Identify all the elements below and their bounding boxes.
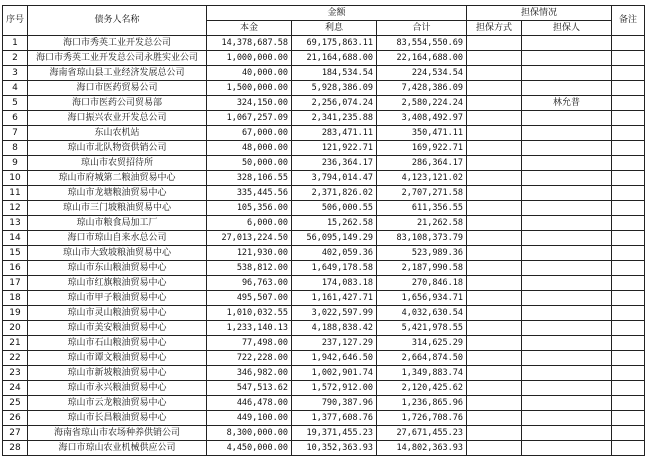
remarks-cell [612,396,645,411]
remarks-cell [612,321,645,336]
guarantor-name [522,441,612,456]
guarantee-method [467,51,522,66]
remarks-cell [612,246,645,261]
row-index: 5 [3,96,28,111]
guarantor-name [522,261,612,276]
row-index: 23 [3,366,28,381]
remarks-cell [612,111,645,126]
debtor-name: 海口振兴农业开发总公司 [28,111,207,126]
interest-amount: 21,164,688.00 [292,51,377,66]
interest-amount: 5,928,386.09 [292,81,377,96]
guarantor-name [522,381,612,396]
guarantee-method [467,141,522,156]
row-index: 7 [3,126,28,141]
table-row [3,261,645,276]
debtor-name: 海南省琼山县工业经济发展总公司 [28,66,207,81]
total-amount: 4,123,121.02 [377,171,467,186]
row-index: 17 [3,276,28,291]
table-row [3,366,645,381]
interest-amount: 69,175,863.11 [292,36,377,51]
guarantor-name [522,246,612,261]
row-index: 6 [3,111,28,126]
remarks-cell [612,171,645,186]
row-index: 18 [3,291,28,306]
total-amount: 224,534.54 [377,66,467,81]
interest-amount: 56,095,149.29 [292,231,377,246]
interest-amount: 184,534.54 [292,66,377,81]
principal-amount: 77,498.00 [207,336,292,351]
row-index: 4 [3,81,28,96]
header-interest: 利息 [292,21,377,36]
principal-amount: 449,100.00 [207,411,292,426]
interest-amount: 3,022,597.99 [292,306,377,321]
interest-amount: 237,127.29 [292,336,377,351]
interest-amount: 174,083.18 [292,276,377,291]
remarks-cell [612,276,645,291]
principal-amount: 324,150.00 [207,96,292,111]
table-row [3,441,645,456]
guarantee-method [467,306,522,321]
interest-amount: 121,922.71 [292,141,377,156]
remarks-cell [612,231,645,246]
row-index: 8 [3,141,28,156]
debtor-name: 海口市医药贸易公司 [28,81,207,96]
principal-amount: 8,300,000.00 [207,426,292,441]
guarantee-method [467,366,522,381]
guarantor-name [522,321,612,336]
header-guarantor: 担保人 [522,21,612,36]
remarks-cell [612,426,645,441]
table-row [3,216,645,231]
interest-amount: 506,000.55 [292,201,377,216]
interest-amount: 236,364.17 [292,156,377,171]
guarantor-name [522,201,612,216]
guarantee-method [467,36,522,51]
principal-amount: 335,445.56 [207,186,292,201]
debtor-name: 琼山市府城第二粮油贸易中心 [28,171,207,186]
guarantee-method [467,261,522,276]
table-row [3,426,645,441]
debtor-name: 琼山市云龙粮油贸易中心 [28,396,207,411]
table-row [3,306,645,321]
total-amount: 2,664,874.50 [377,351,467,366]
guarantor-name [522,216,612,231]
principal-amount: 1,233,140.13 [207,321,292,336]
guarantee-method [467,396,522,411]
row-index: 19 [3,306,28,321]
principal-amount: 6,000.00 [207,216,292,231]
table-row [3,186,645,201]
principal-amount: 121,930.00 [207,246,292,261]
principal-amount: 1,000,000.00 [207,51,292,66]
table-row [3,51,645,66]
debtor-name: 琼山市粮食局加工厂 [28,216,207,231]
guarantee-method [467,381,522,396]
principal-amount: 14,378,687.58 [207,36,292,51]
header-remarks: 备注 [612,6,645,36]
row-index: 10 [3,171,28,186]
remarks-cell [612,411,645,426]
header-debtor: 债务人名称 [28,6,207,36]
total-amount: 350,471.11 [377,126,467,141]
guarantor-name: 林允普 [522,96,612,111]
row-index: 22 [3,351,28,366]
guarantor-name [522,336,612,351]
guarantor-name [522,126,612,141]
principal-amount: 547,513.62 [207,381,292,396]
total-amount: 270,846.18 [377,276,467,291]
guarantee-method [467,171,522,186]
row-index: 1 [3,36,28,51]
principal-amount: 67,000.00 [207,126,292,141]
guarantee-method [467,426,522,441]
guarantor-name [522,366,612,381]
header-guarantee-group: 担保情况 [467,6,612,21]
remarks-cell [612,366,645,381]
row-index: 2 [3,51,28,66]
principal-amount: 4,450,000.00 [207,441,292,456]
guarantee-method [467,201,522,216]
total-amount: 611,356.55 [377,201,467,216]
guarantee-method [467,156,522,171]
remarks-cell [612,291,645,306]
row-index: 26 [3,411,28,426]
guarantee-method [467,351,522,366]
interest-amount: 2,341,235.88 [292,111,377,126]
header-amount-group: 金额 [207,6,467,21]
debtor-name: 琼山市永兴粮油贸易中心 [28,381,207,396]
guarantor-name [522,66,612,81]
row-index: 12 [3,201,28,216]
remarks-cell [612,306,645,321]
row-index: 16 [3,261,28,276]
guarantor-name [522,351,612,366]
principal-amount: 346,982.00 [207,366,292,381]
table-row [3,291,645,306]
debtor-name: 琼山市新坡粮油贸易中心 [28,366,207,381]
debtor-name: 琼山市北队物资供销公司 [28,141,207,156]
table-row [3,336,645,351]
table-row [3,231,645,246]
row-index: 28 [3,441,28,456]
remarks-cell [612,156,645,171]
remarks-cell [612,216,645,231]
remarks-cell [612,261,645,276]
total-amount: 14,802,363.93 [377,441,467,456]
row-index: 9 [3,156,28,171]
interest-amount: 3,794,014.47 [292,171,377,186]
total-amount: 1,236,865.96 [377,396,467,411]
interest-amount: 1,377,608.76 [292,411,377,426]
principal-amount: 538,812.00 [207,261,292,276]
remarks-cell [612,441,645,456]
interest-amount: 790,387.96 [292,396,377,411]
interest-amount: 19,371,455.23 [292,426,377,441]
table-row [3,276,645,291]
guarantee-method [467,321,522,336]
total-amount: 169,922.71 [377,141,467,156]
guarantee-method [467,231,522,246]
table-row [3,246,645,261]
table-row [3,351,645,366]
interest-amount: 10,352,363.93 [292,441,377,456]
principal-amount: 328,106.55 [207,171,292,186]
interest-amount: 1,942,646.50 [292,351,377,366]
table-row [3,411,645,426]
remarks-cell [612,336,645,351]
total-amount: 1,656,934.71 [377,291,467,306]
principal-amount: 40,000.00 [207,66,292,81]
guarantor-name [522,111,612,126]
remarks-cell [612,66,645,81]
guarantee-method [467,411,522,426]
header-index: 序号 [3,6,28,36]
debtor-name: 海口市秀英工业开发总公司 [28,36,207,51]
guarantor-name [522,276,612,291]
interest-amount: 402,059.36 [292,246,377,261]
table-row [3,96,645,111]
table-row [3,171,645,186]
total-amount: 5,421,978.55 [377,321,467,336]
guarantor-name [522,306,612,321]
total-amount: 21,262.58 [377,216,467,231]
guarantee-method [467,81,522,96]
debtor-name: 海口市秀英工业开发总公司永胜实业公司 [28,51,207,66]
total-amount: 22,164,688.00 [377,51,467,66]
row-index: 20 [3,321,28,336]
principal-amount: 50,000.00 [207,156,292,171]
remarks-cell [612,126,645,141]
total-amount: 314,625.29 [377,336,467,351]
principal-amount: 1,010,032.55 [207,306,292,321]
guarantee-method [467,246,522,261]
header-guarantee-method: 担保方式 [467,21,522,36]
row-index: 14 [3,231,28,246]
interest-amount: 1,572,912.00 [292,381,377,396]
interest-amount: 283,471.11 [292,126,377,141]
row-index: 3 [3,66,28,81]
total-amount: 1,726,708.76 [377,411,467,426]
principal-amount: 1,067,257.09 [207,111,292,126]
guarantor-name [522,141,612,156]
total-amount: 83,554,550.69 [377,36,467,51]
row-index: 24 [3,381,28,396]
guarantee-method [467,66,522,81]
header-principal: 本金 [207,21,292,36]
row-index: 21 [3,336,28,351]
interest-amount: 2,256,074.24 [292,96,377,111]
header-total: 合计 [377,21,467,36]
remarks-cell [612,381,645,396]
table-row [3,81,645,96]
table-body [3,36,645,456]
total-amount: 4,032,630.54 [377,306,467,321]
table-row [3,66,645,81]
row-index: 11 [3,186,28,201]
interest-amount: 1,161,427.71 [292,291,377,306]
guarantee-method [467,291,522,306]
total-amount: 7,428,386.09 [377,81,467,96]
guarantee-method [467,186,522,201]
total-amount: 3,408,492.97 [377,111,467,126]
row-index: 13 [3,216,28,231]
guarantor-name [522,156,612,171]
total-amount: 523,989.36 [377,246,467,261]
guarantee-method [467,111,522,126]
row-index: 15 [3,246,28,261]
total-amount: 286,364.17 [377,156,467,171]
guarantor-name [522,171,612,186]
principal-amount: 446,478.00 [207,396,292,411]
table-row [3,141,645,156]
remarks-cell [612,351,645,366]
principal-amount: 1,500,000.00 [207,81,292,96]
remarks-cell [612,51,645,66]
interest-amount: 1,649,178.58 [292,261,377,276]
debtor-name: 海口市医药公司贸易部 [28,96,207,111]
interest-amount: 15,262.58 [292,216,377,231]
debtor-name: 海口市琼山农业机械供应公司 [28,441,207,456]
guarantee-method [467,216,522,231]
debtor-name: 琼山市大致坡粮油贸易中心 [28,246,207,261]
interest-amount: 4,188,838.42 [292,321,377,336]
table-row [3,36,645,51]
total-amount: 2,187,990.58 [377,261,467,276]
total-amount: 2,707,271.58 [377,186,467,201]
guarantee-method [467,441,522,456]
row-index: 27 [3,426,28,441]
guarantor-name [522,411,612,426]
debtor-name: 琼山市长昌粮油贸易中心 [28,411,207,426]
interest-amount: 1,002,901.74 [292,366,377,381]
table-row [3,381,645,396]
guarantor-name [522,231,612,246]
debtor-name: 琼山市东山粮油贸易中心 [28,261,207,276]
remarks-cell [612,96,645,111]
total-amount: 2,120,425.62 [377,381,467,396]
remarks-cell [612,186,645,201]
guarantee-method [467,96,522,111]
debtor-name: 琼山市红旗粮油贸易中心 [28,276,207,291]
table-row [3,156,645,171]
debtor-name: 琼山市甲子粮油贸易中心 [28,291,207,306]
remarks-cell [612,141,645,156]
debtor-name: 琼山市美安粮油贸易中心 [28,321,207,336]
debt-table [2,5,645,456]
table-row [3,201,645,216]
principal-amount: 96,763.00 [207,276,292,291]
principal-amount: 105,356.00 [207,201,292,216]
guarantor-name [522,291,612,306]
principal-amount: 48,000.00 [207,141,292,156]
debtor-name: 琼山市灵山粮油贸易中心 [28,306,207,321]
remarks-cell [612,36,645,51]
debtor-name: 海南省琼山市农场种养供销公司 [28,426,207,441]
principal-amount: 722,228.00 [207,351,292,366]
debtor-name: 琼山市龙塘粮油贸易中心 [28,186,207,201]
remarks-cell [612,201,645,216]
guarantor-name [522,81,612,96]
guarantor-name [522,51,612,66]
table-row [3,321,645,336]
total-amount: 83,108,373.79 [377,231,467,246]
row-index: 25 [3,396,28,411]
total-amount: 27,671,455.23 [377,426,467,441]
debtor-name: 东山农机站 [28,126,207,141]
principal-amount: 495,507.00 [207,291,292,306]
debtor-name: 琼山市农贸招待所 [28,156,207,171]
interest-amount: 2,371,826.02 [292,186,377,201]
debtor-name: 琼山市谭文粮油贸易中心 [28,351,207,366]
guarantor-name [522,396,612,411]
principal-amount: 27,013,224.50 [207,231,292,246]
debtor-name: 海口市琼山自来水总公司 [28,231,207,246]
debtor-name: 琼山市石山粮油贸易中心 [28,336,207,351]
total-amount: 2,580,224.24 [377,96,467,111]
guarantor-name [522,426,612,441]
guarantee-method [467,276,522,291]
guarantee-method [467,126,522,141]
table-row [3,126,645,141]
debtor-name: 琼山市三门坡粮油贸易中心 [28,201,207,216]
table-row [3,111,645,126]
guarantor-name [522,186,612,201]
table-row [3,396,645,411]
guarantee-method [467,336,522,351]
guarantor-name [522,36,612,51]
remarks-cell [612,81,645,96]
total-amount: 1,349,883.74 [377,366,467,381]
